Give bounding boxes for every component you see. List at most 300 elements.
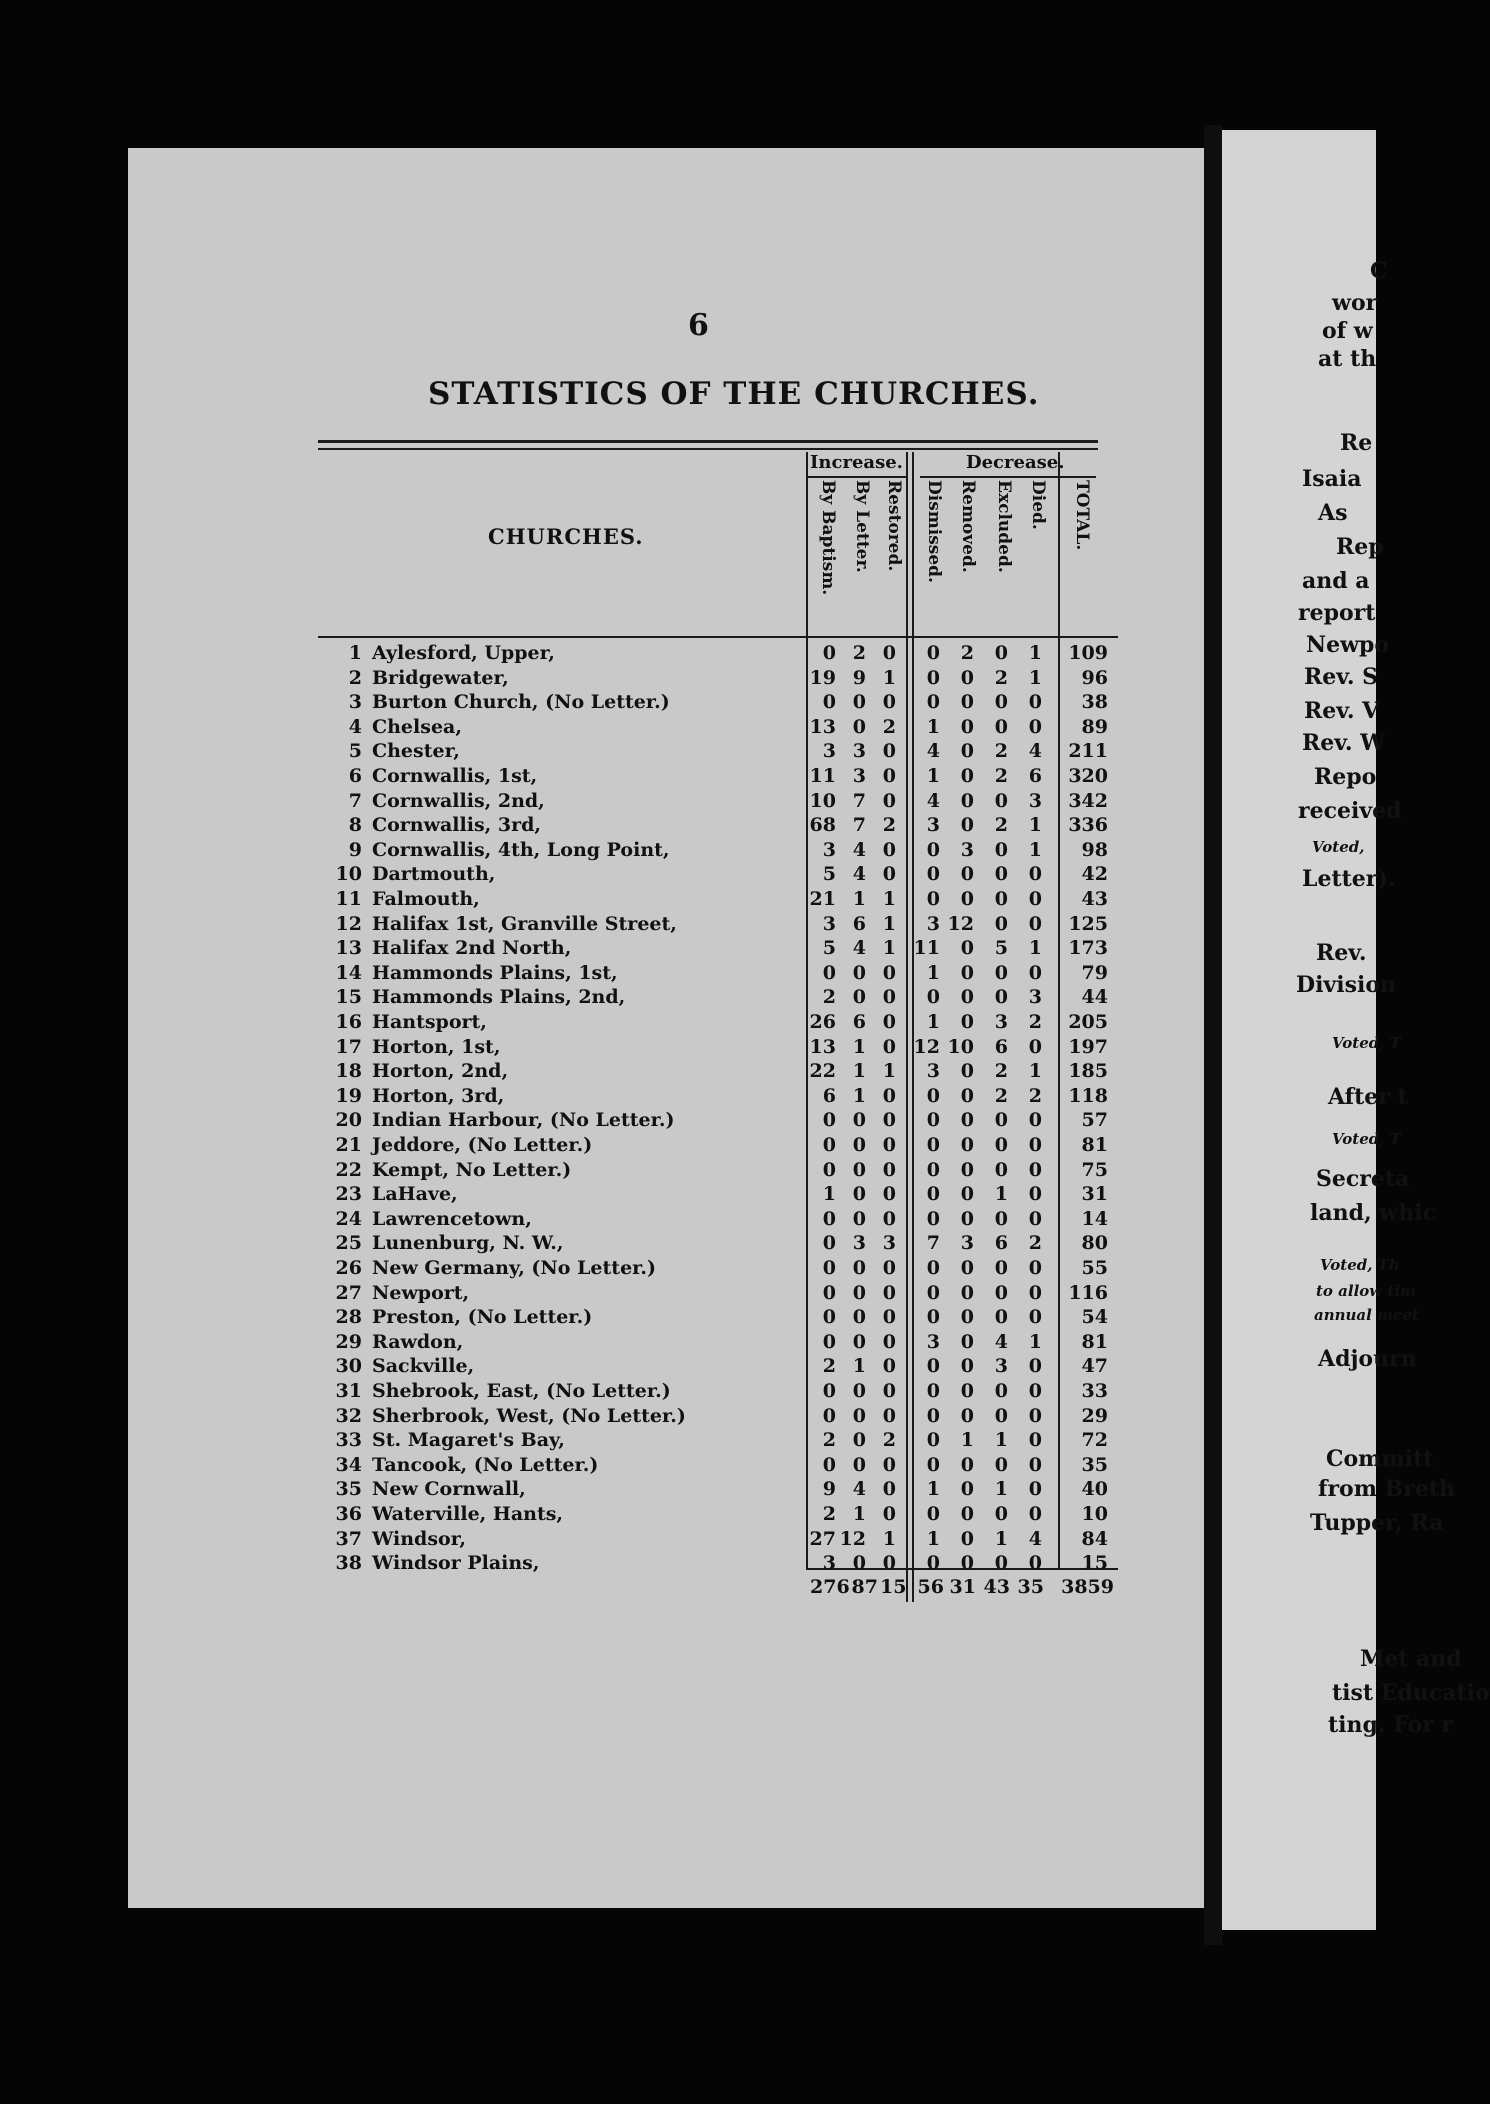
cell-value: 1 — [1028, 642, 1042, 664]
total-baptism: 276 — [810, 1576, 850, 1598]
right-page-line: Isaia — [1302, 466, 1362, 492]
right-page-line: ting. For r — [1328, 1712, 1454, 1738]
table-row — [320, 1232, 1120, 1255]
row-number: 3 — [348, 691, 362, 714]
cell-value: 1 — [994, 1527, 1008, 1550]
right-page-line: Secreta — [1316, 1166, 1410, 1192]
cell-value: 0 — [822, 1109, 836, 1132]
table-row — [320, 888, 1120, 911]
cell-value: 1 — [1028, 937, 1042, 960]
cell-value: 0 — [1028, 1035, 1042, 1058]
cell-value: 0 — [994, 888, 1008, 910]
cell-value: 1 — [926, 765, 940, 787]
cell-value: 1 — [882, 937, 896, 960]
cell-value: 54 — [1081, 1306, 1108, 1329]
cell-value: 0 — [960, 1478, 974, 1501]
cell-value: 0 — [960, 1527, 974, 1550]
cell-value: 0 — [852, 1134, 866, 1156]
row-number: 5 — [348, 740, 362, 763]
cell-value: 1 — [882, 666, 896, 689]
cell-value: 0 — [994, 789, 1008, 812]
cell-value: 68 — [809, 814, 836, 837]
row-number: 16 — [335, 1011, 362, 1033]
church-name: Waterville, Hants, — [372, 1503, 564, 1525]
church-name: St. Magaret's Bay, — [372, 1429, 565, 1452]
right-page-line: Voted, — [1312, 838, 1365, 856]
church-name: Sackville, — [372, 1355, 475, 1378]
cell-value: 7 — [852, 789, 866, 812]
table-row — [320, 1183, 1120, 1206]
cell-value: 2 — [1028, 1084, 1042, 1107]
cell-value: 0 — [1028, 1453, 1042, 1476]
cell-value: 0 — [926, 1306, 940, 1329]
cell-value: 3 — [960, 838, 974, 861]
row-number: 31 — [335, 1380, 362, 1402]
cell-value: 6 — [852, 1011, 866, 1033]
cell-value: 4 — [994, 1330, 1008, 1353]
cell-value: 0 — [994, 1207, 1008, 1230]
church-name: Halifax 1st, Granville Street, — [372, 912, 677, 935]
right-page-line: Division — [1296, 972, 1396, 998]
col-dismissed: Dismissed. — [924, 480, 944, 583]
table-row — [320, 1134, 1120, 1157]
cell-value: 0 — [926, 1552, 940, 1575]
cell-value: 0 — [1028, 912, 1042, 935]
table-row — [320, 790, 1120, 813]
church-name: Hammonds Plains, 2nd, — [372, 986, 626, 1009]
cell-value: 3 — [926, 1060, 940, 1083]
cell-value: 0 — [926, 1281, 940, 1304]
col-died: Died. — [1028, 480, 1048, 530]
cell-value: 2 — [822, 1355, 836, 1378]
cell-value: 1 — [926, 1527, 940, 1550]
col-total: TOTAL. — [1072, 480, 1092, 551]
cell-value: 0 — [926, 1380, 940, 1402]
cell-value: 3 — [852, 765, 866, 787]
total-total: 3859 — [1061, 1576, 1114, 1598]
cell-value: 3 — [822, 1552, 836, 1575]
cell-value: 2 — [994, 1084, 1008, 1107]
cell-value: 0 — [994, 986, 1008, 1009]
cell-value: 2 — [882, 1429, 896, 1452]
cell-value: 0 — [822, 1404, 836, 1427]
cell-value: 42 — [1081, 863, 1108, 886]
cell-value: 89 — [1081, 715, 1108, 738]
cell-value: 0 — [882, 691, 896, 714]
cell-value: 116 — [1068, 1281, 1108, 1304]
total-letter: 87 — [851, 1576, 878, 1598]
cell-value: 2 — [994, 1060, 1008, 1083]
cell-value: 0 — [926, 1158, 940, 1181]
book-gutter — [1204, 125, 1222, 1945]
cell-value: 7 — [852, 814, 866, 837]
row-number: 24 — [335, 1207, 362, 1230]
right-page-line: After t — [1328, 1084, 1408, 1110]
church-name: Chelsea, — [372, 715, 462, 738]
col-restored: Restored. — [884, 480, 904, 572]
cell-value: 4 — [852, 838, 866, 861]
cell-value: 3 — [882, 1232, 896, 1255]
church-name: Cornwallis, 1st, — [372, 765, 538, 787]
cell-value: 0 — [960, 1207, 974, 1230]
cell-value: 2 — [994, 765, 1008, 787]
right-page-line: Rev. — [1316, 940, 1367, 966]
cell-value: 0 — [960, 986, 974, 1009]
row-number: 17 — [335, 1035, 362, 1058]
cell-value: 173 — [1068, 937, 1108, 960]
row-number: 15 — [335, 986, 362, 1009]
decrease-header: Decrease. — [966, 452, 1065, 473]
church-name: Burton Church, (No Letter.) — [372, 691, 670, 714]
table-row — [320, 986, 1120, 1009]
col-excluded: Excluded. — [994, 480, 1014, 573]
cell-value: 4 — [1028, 1527, 1042, 1550]
right-page-line: Committ — [1326, 1446, 1434, 1472]
cell-value: 0 — [926, 986, 940, 1009]
row-number: 2 — [348, 666, 362, 689]
cell-value: 0 — [994, 1281, 1008, 1304]
right-page-line: Rep — [1336, 534, 1384, 560]
cell-value: 1 — [1028, 814, 1042, 837]
cell-value: 0 — [852, 691, 866, 714]
cell-value: 0 — [926, 1109, 940, 1132]
cell-value: 0 — [1028, 1404, 1042, 1427]
cell-value: 0 — [960, 1084, 974, 1107]
cell-value: 6 — [994, 1035, 1008, 1058]
cell-value: 0 — [1028, 1207, 1042, 1230]
cell-value: 0 — [960, 1060, 974, 1083]
church-name: Horton, 3rd, — [372, 1084, 505, 1107]
cell-value: 12 — [839, 1527, 866, 1550]
cell-value: 44 — [1081, 986, 1108, 1009]
cell-value: 1 — [882, 1527, 896, 1550]
cell-value: 0 — [926, 691, 940, 714]
cell-value: 0 — [852, 1429, 866, 1452]
right-page-line: Adjourn — [1318, 1346, 1417, 1372]
cell-value: 0 — [926, 838, 940, 861]
cell-value: 1 — [994, 1478, 1008, 1501]
cell-value: 336 — [1068, 814, 1108, 837]
increase-header: Increase. — [810, 452, 903, 473]
table-row — [320, 1060, 1120, 1083]
cell-value: 0 — [882, 1257, 896, 1279]
row-number: 29 — [335, 1330, 362, 1353]
total-excluded: 43 — [983, 1576, 1010, 1598]
table-row — [320, 1380, 1120, 1403]
cell-value: 1 — [960, 1429, 974, 1452]
cell-value: 0 — [882, 1011, 896, 1033]
cell-value: 1 — [852, 1355, 866, 1378]
cell-value: 1 — [926, 1478, 940, 1501]
table-row — [320, 667, 1120, 690]
cell-value: 10 — [1081, 1503, 1108, 1525]
cell-value: 0 — [994, 1453, 1008, 1476]
right-page-line: Rev. W — [1302, 730, 1385, 756]
cell-value: 75 — [1081, 1158, 1108, 1181]
row-number: 25 — [335, 1232, 362, 1255]
cell-value: 0 — [882, 961, 896, 984]
right-page-line: land, whic — [1310, 1200, 1436, 1226]
cell-value: 0 — [926, 1453, 940, 1476]
cell-value: 0 — [960, 1330, 974, 1353]
cell-value: 57 — [1081, 1109, 1108, 1132]
right-page-line: wor — [1332, 290, 1378, 316]
cell-value: 7 — [926, 1232, 940, 1255]
cell-value: 0 — [926, 863, 940, 886]
cell-value: 0 — [994, 912, 1008, 935]
table-row — [320, 814, 1120, 837]
cell-value: 1 — [1028, 1060, 1042, 1083]
cell-value: 35 — [1081, 1453, 1108, 1476]
right-page-line: Rev. V — [1304, 698, 1380, 724]
right-page-line: annual meet — [1314, 1306, 1419, 1324]
cell-value: 0 — [882, 986, 896, 1009]
church-name: Cornwallis, 3rd, — [372, 814, 541, 837]
col-removed: Removed. — [958, 480, 978, 573]
cell-value: 19 — [809, 666, 836, 689]
cell-value: 0 — [882, 1109, 896, 1132]
cell-value: 0 — [960, 814, 974, 837]
cell-value: 1 — [852, 1060, 866, 1083]
table-row — [320, 642, 1120, 665]
cell-value: 0 — [822, 961, 836, 984]
right-page-line: of w — [1322, 318, 1373, 344]
cell-value: 1 — [926, 1011, 940, 1033]
row-number: 20 — [335, 1109, 362, 1132]
cell-value: 0 — [822, 1281, 836, 1304]
cell-value: 0 — [852, 961, 866, 984]
cell-value: 2 — [852, 642, 866, 664]
cell-value: 0 — [822, 1306, 836, 1329]
row-number: 8 — [348, 814, 362, 837]
cell-value: 0 — [926, 1207, 940, 1230]
cell-value: 84 — [1081, 1527, 1108, 1550]
church-name: Cornwallis, 2nd, — [372, 789, 545, 812]
church-name: Aylesford, Upper, — [372, 642, 555, 664]
cell-value: 0 — [994, 1503, 1008, 1525]
church-name: Jeddore, (No Letter.) — [372, 1134, 593, 1156]
cell-value: 0 — [852, 986, 866, 1009]
cell-value: 4 — [926, 789, 940, 812]
right-page-line: Tupper, Ra — [1310, 1510, 1444, 1536]
table-row — [320, 740, 1120, 763]
church-name: Kempt, No Letter.) — [372, 1158, 572, 1181]
church-name: Preston, (No Letter.) — [372, 1306, 593, 1329]
right-page-line: Letter). — [1302, 866, 1396, 892]
cell-value: 0 — [926, 888, 940, 910]
cell-value: 0 — [882, 1281, 896, 1304]
cell-value: 0 — [882, 1503, 896, 1525]
cell-value: 0 — [852, 1207, 866, 1230]
cell-value: 0 — [960, 961, 974, 984]
right-page — [1222, 130, 1490, 1930]
cell-value: 55 — [1081, 1257, 1108, 1279]
cell-value: 0 — [852, 1453, 866, 1476]
church-name: Bridgewater, — [372, 666, 509, 689]
cell-value: 0 — [1028, 1134, 1042, 1156]
cell-value: 0 — [882, 1404, 896, 1427]
cell-value: 0 — [960, 1552, 974, 1575]
church-name: Hantsport, — [372, 1011, 487, 1033]
cell-value: 3 — [852, 1232, 866, 1255]
cell-value: 3 — [822, 740, 836, 763]
row-number: 36 — [335, 1503, 362, 1525]
table-row — [320, 1331, 1120, 1354]
cell-value: 72 — [1081, 1429, 1108, 1452]
church-name: Falmouth, — [372, 888, 480, 910]
table-row — [320, 1257, 1120, 1280]
cell-value: 13 — [809, 715, 836, 738]
cell-value: 1 — [852, 1084, 866, 1107]
cell-value: 12 — [947, 912, 974, 935]
total-died: 35 — [1017, 1576, 1044, 1598]
cell-value: 0 — [1028, 691, 1042, 714]
cell-value: 0 — [994, 863, 1008, 886]
cell-value: 0 — [852, 1380, 866, 1402]
church-name: Indian Harbour, (No Letter.) — [372, 1109, 675, 1132]
cell-value: 96 — [1081, 666, 1108, 689]
row-number: 23 — [335, 1183, 362, 1206]
cell-value: 4 — [852, 937, 866, 960]
cell-value: 0 — [882, 1380, 896, 1402]
cell-value: 0 — [822, 1330, 836, 1353]
cell-value: 0 — [1028, 1109, 1042, 1132]
row-number: 33 — [335, 1429, 362, 1452]
cell-value: 0 — [882, 642, 896, 664]
total-restored: 15 — [880, 1576, 907, 1598]
cell-value: 0 — [960, 1158, 974, 1181]
cell-value: 0 — [960, 1503, 974, 1525]
cell-value: 3 — [994, 1011, 1008, 1033]
table-row — [320, 716, 1120, 739]
cell-value: 6 — [852, 912, 866, 935]
cell-value: 0 — [994, 1380, 1008, 1402]
cell-value: 0 — [882, 765, 896, 787]
cell-value: 0 — [926, 1134, 940, 1156]
table-row — [320, 839, 1120, 862]
cell-value: 0 — [882, 1453, 896, 1476]
cell-value: 1 — [882, 912, 896, 935]
church-name: Chester, — [372, 740, 460, 763]
cell-value: 0 — [994, 838, 1008, 861]
row-number: 26 — [335, 1257, 362, 1279]
cell-value: 0 — [882, 1158, 896, 1181]
cell-value: 2 — [1028, 1011, 1042, 1033]
cell-value: 0 — [852, 1404, 866, 1427]
table-row — [320, 1036, 1120, 1059]
cell-value: 0 — [994, 1134, 1008, 1156]
cell-value: 0 — [882, 1478, 896, 1501]
col-by-letter: By Letter. — [852, 480, 872, 573]
cell-value: 0 — [994, 1257, 1008, 1279]
right-page-line: Met and — [1360, 1646, 1462, 1672]
cell-value: 0 — [822, 1257, 836, 1279]
row-number: 22 — [335, 1158, 362, 1181]
cell-value: 0 — [852, 1552, 866, 1575]
right-page-line: Newpo — [1306, 632, 1390, 658]
cell-value: 0 — [960, 1355, 974, 1378]
cell-value: 0 — [960, 937, 974, 960]
table-top-rule — [318, 440, 1098, 443]
page-number: 6 — [688, 308, 709, 343]
cell-value: 4 — [852, 1478, 866, 1501]
cell-value: 4 — [852, 863, 866, 886]
table-row — [320, 1208, 1120, 1231]
cell-value: 1 — [1028, 838, 1042, 861]
cell-value: 0 — [926, 666, 940, 689]
cell-value: 1 — [926, 715, 940, 738]
cell-value: 5 — [822, 937, 836, 960]
row-number: 32 — [335, 1404, 362, 1427]
cell-value: 4 — [1028, 740, 1042, 763]
cell-value: 0 — [882, 789, 896, 812]
right-page-line: Voted, T — [1332, 1130, 1401, 1148]
cell-value: 2 — [822, 986, 836, 1009]
cell-value: 0 — [1028, 1281, 1042, 1304]
cell-value: 1 — [882, 1060, 896, 1083]
row-number: 21 — [335, 1134, 362, 1156]
cell-value: 3 — [926, 912, 940, 935]
row-number: 13 — [335, 937, 362, 960]
cell-value: 27 — [809, 1527, 836, 1550]
row-number: 18 — [335, 1060, 362, 1083]
cell-value: 47 — [1081, 1355, 1108, 1378]
row-number: 19 — [335, 1084, 362, 1107]
cell-value: 81 — [1081, 1134, 1108, 1156]
right-page-line: and a — [1302, 568, 1370, 594]
cell-value: 0 — [822, 642, 836, 664]
row-number: 12 — [335, 912, 362, 935]
cell-value: 0 — [960, 789, 974, 812]
cell-value: 31 — [1081, 1183, 1108, 1206]
cell-value: 0 — [960, 666, 974, 689]
cell-value: 0 — [960, 1257, 974, 1279]
total-dismissed: 56 — [917, 1576, 944, 1598]
table-row — [320, 765, 1120, 788]
cell-value: 0 — [822, 1207, 836, 1230]
cell-value: 12 — [913, 1035, 940, 1058]
cell-value: 26 — [809, 1011, 836, 1033]
cell-value: 109 — [1068, 642, 1108, 664]
cell-value: 0 — [1028, 888, 1042, 910]
church-name: Horton, 1st, — [372, 1035, 501, 1058]
table-row — [320, 937, 1120, 960]
right-page-line: Repo — [1314, 764, 1377, 790]
cell-value: 98 — [1081, 838, 1108, 861]
church-name: New Germany, (No Letter.) — [372, 1257, 657, 1279]
cell-value: 0 — [1028, 715, 1042, 738]
cell-value: 1 — [852, 1503, 866, 1525]
row-number: 34 — [335, 1453, 362, 1476]
table-row — [320, 1528, 1120, 1551]
cell-value: 0 — [1028, 1355, 1042, 1378]
table-row — [320, 1355, 1120, 1378]
row-number: 10 — [335, 863, 362, 886]
cell-value: 13 — [809, 1035, 836, 1058]
increase-underline — [806, 476, 906, 478]
cell-value: 118 — [1068, 1084, 1108, 1107]
cell-value: 0 — [960, 715, 974, 738]
right-page-line: tist Educatio — [1332, 1680, 1490, 1706]
cell-value: 0 — [926, 1503, 940, 1525]
cell-value: 6 — [1028, 765, 1042, 787]
cell-value: 1 — [852, 1035, 866, 1058]
cell-value: 33 — [1081, 1380, 1108, 1402]
table-row — [320, 1429, 1120, 1452]
decrease-underline — [920, 476, 1096, 478]
cell-value: 0 — [882, 1355, 896, 1378]
cell-value: 1 — [882, 888, 896, 910]
